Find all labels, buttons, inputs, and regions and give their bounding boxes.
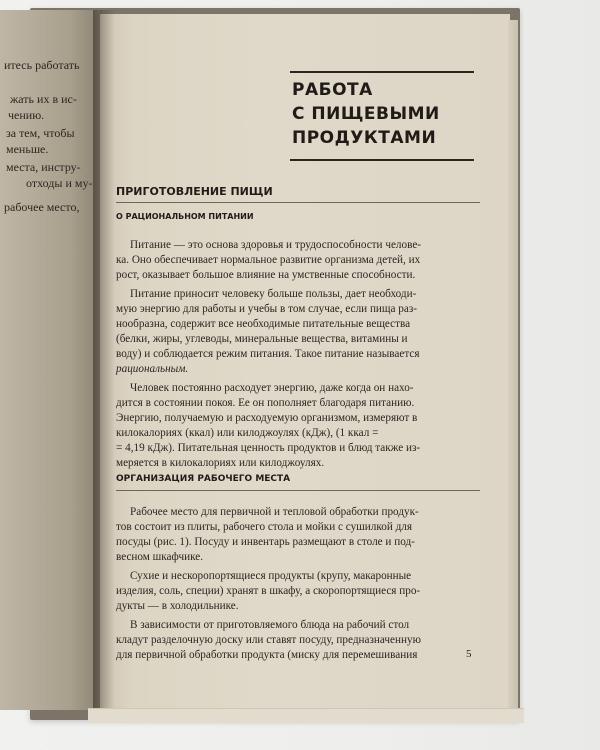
text-line: для первичной обработки продукта (миску для перемешивания bbox=[116, 649, 418, 661]
left-page-line: меньше. bbox=[6, 142, 49, 156]
section-rule bbox=[116, 202, 480, 203]
text-line: Питание — это основа здоровья и трудоспособности челове- bbox=[130, 239, 422, 251]
left-page-line: рабочее место, bbox=[4, 200, 80, 214]
text-line: воду) и соблюдается режим питания. Такое питание называется bbox=[116, 348, 420, 360]
page-stack-edge bbox=[508, 20, 518, 710]
section-rule bbox=[116, 490, 480, 491]
text-line: килокалориях (ккал) или килоджоулях (кДж), (1 ккал = bbox=[116, 427, 379, 439]
text-line: Энергию, получаемую и расходуемую организмом, измеряют в bbox=[116, 412, 418, 424]
text-line: Сухие и нескоропортящиеся продукты (крупу, макаронные bbox=[130, 570, 412, 582]
text-line: В зависимости от приготовляемого блюда на рабочий стол bbox=[130, 619, 410, 631]
text-line: нообразна, содержит все необходимые питательные вещества bbox=[116, 318, 411, 330]
text-line: тов состоит из плиты, рабочего стола и мойки с сушилкой для bbox=[116, 521, 413, 533]
left-page-line: за тем, чтобы bbox=[6, 126, 75, 140]
text-line: кладут разделочную доску или ставят посуду, предназначенную bbox=[116, 634, 421, 646]
left-page-line: чению. bbox=[8, 108, 45, 122]
subsection-heading: О РАЦИОНАЛЬНОМ ПИТАНИИ bbox=[116, 212, 254, 221]
left-page-line: отходы и му- bbox=[26, 176, 93, 190]
text-line: дится в состоянии покоя. Ее он пополняет благодаря питанию. bbox=[116, 397, 415, 409]
text-line: ка. Оно обеспечивает нормальное развитие организма детей, их bbox=[116, 254, 421, 266]
left-page-line: места, инстру- bbox=[6, 160, 81, 174]
gutter-shadow bbox=[93, 10, 115, 710]
text-line: Человек постоянно расходует энергию, даже когда он нахо- bbox=[130, 382, 414, 394]
text-line: мую энергию для работы и учебы в том случае, если пища раз- bbox=[116, 303, 418, 315]
page-number: 5 bbox=[466, 648, 472, 660]
text-line: Питание приносит человеку больше пользы, дает необходи- bbox=[130, 288, 417, 300]
text-line bbox=[116, 362, 480, 377]
text-line: (белки, жиры, углеводы, минеральные вещества, витамины и bbox=[116, 333, 408, 345]
text-line: = 4,19 кДж). Питательная ценность продуктов и блюд также из- bbox=[116, 442, 421, 454]
text-line: Рабочее место для первичной и тепловой обработки продук- bbox=[130, 506, 419, 518]
text-line: меряется в килокалориях или килоджоулях. bbox=[116, 457, 325, 469]
chapter-title-line-3: ПРОДУКТАМИ bbox=[292, 128, 437, 148]
left-page-line: жать их в ис- bbox=[10, 92, 77, 106]
cover-bottom-edge bbox=[88, 708, 524, 723]
chapter-title-line-2: С ПИЩЕВЫМИ bbox=[292, 104, 440, 124]
italic-term: рациональным. bbox=[116, 363, 189, 375]
chapter-title-line-1: РАБОТА bbox=[292, 80, 373, 100]
text-line: весном шкафчике. bbox=[116, 551, 203, 563]
text-line: дукты — в холодильнике. bbox=[116, 600, 239, 612]
text-line: посуды (рис. 1). Посуду и инвентарь размещают в столе и под- bbox=[116, 536, 415, 548]
text-line: рост, оказывает большое влияние на умственные способности. bbox=[116, 269, 416, 281]
section-heading: ПРИГОТОВЛЕНИЕ ПИЩИ bbox=[116, 185, 273, 198]
previous-page bbox=[0, 10, 100, 710]
section-heading: ОРГАНИЗАЦИЯ РАБОЧЕГО МЕСТА bbox=[116, 474, 291, 484]
text-line: изделия, соль, специи) хранят в шкафу, а скоропортящиеся про- bbox=[116, 585, 421, 597]
left-page-line: итесь работать bbox=[4, 58, 80, 72]
